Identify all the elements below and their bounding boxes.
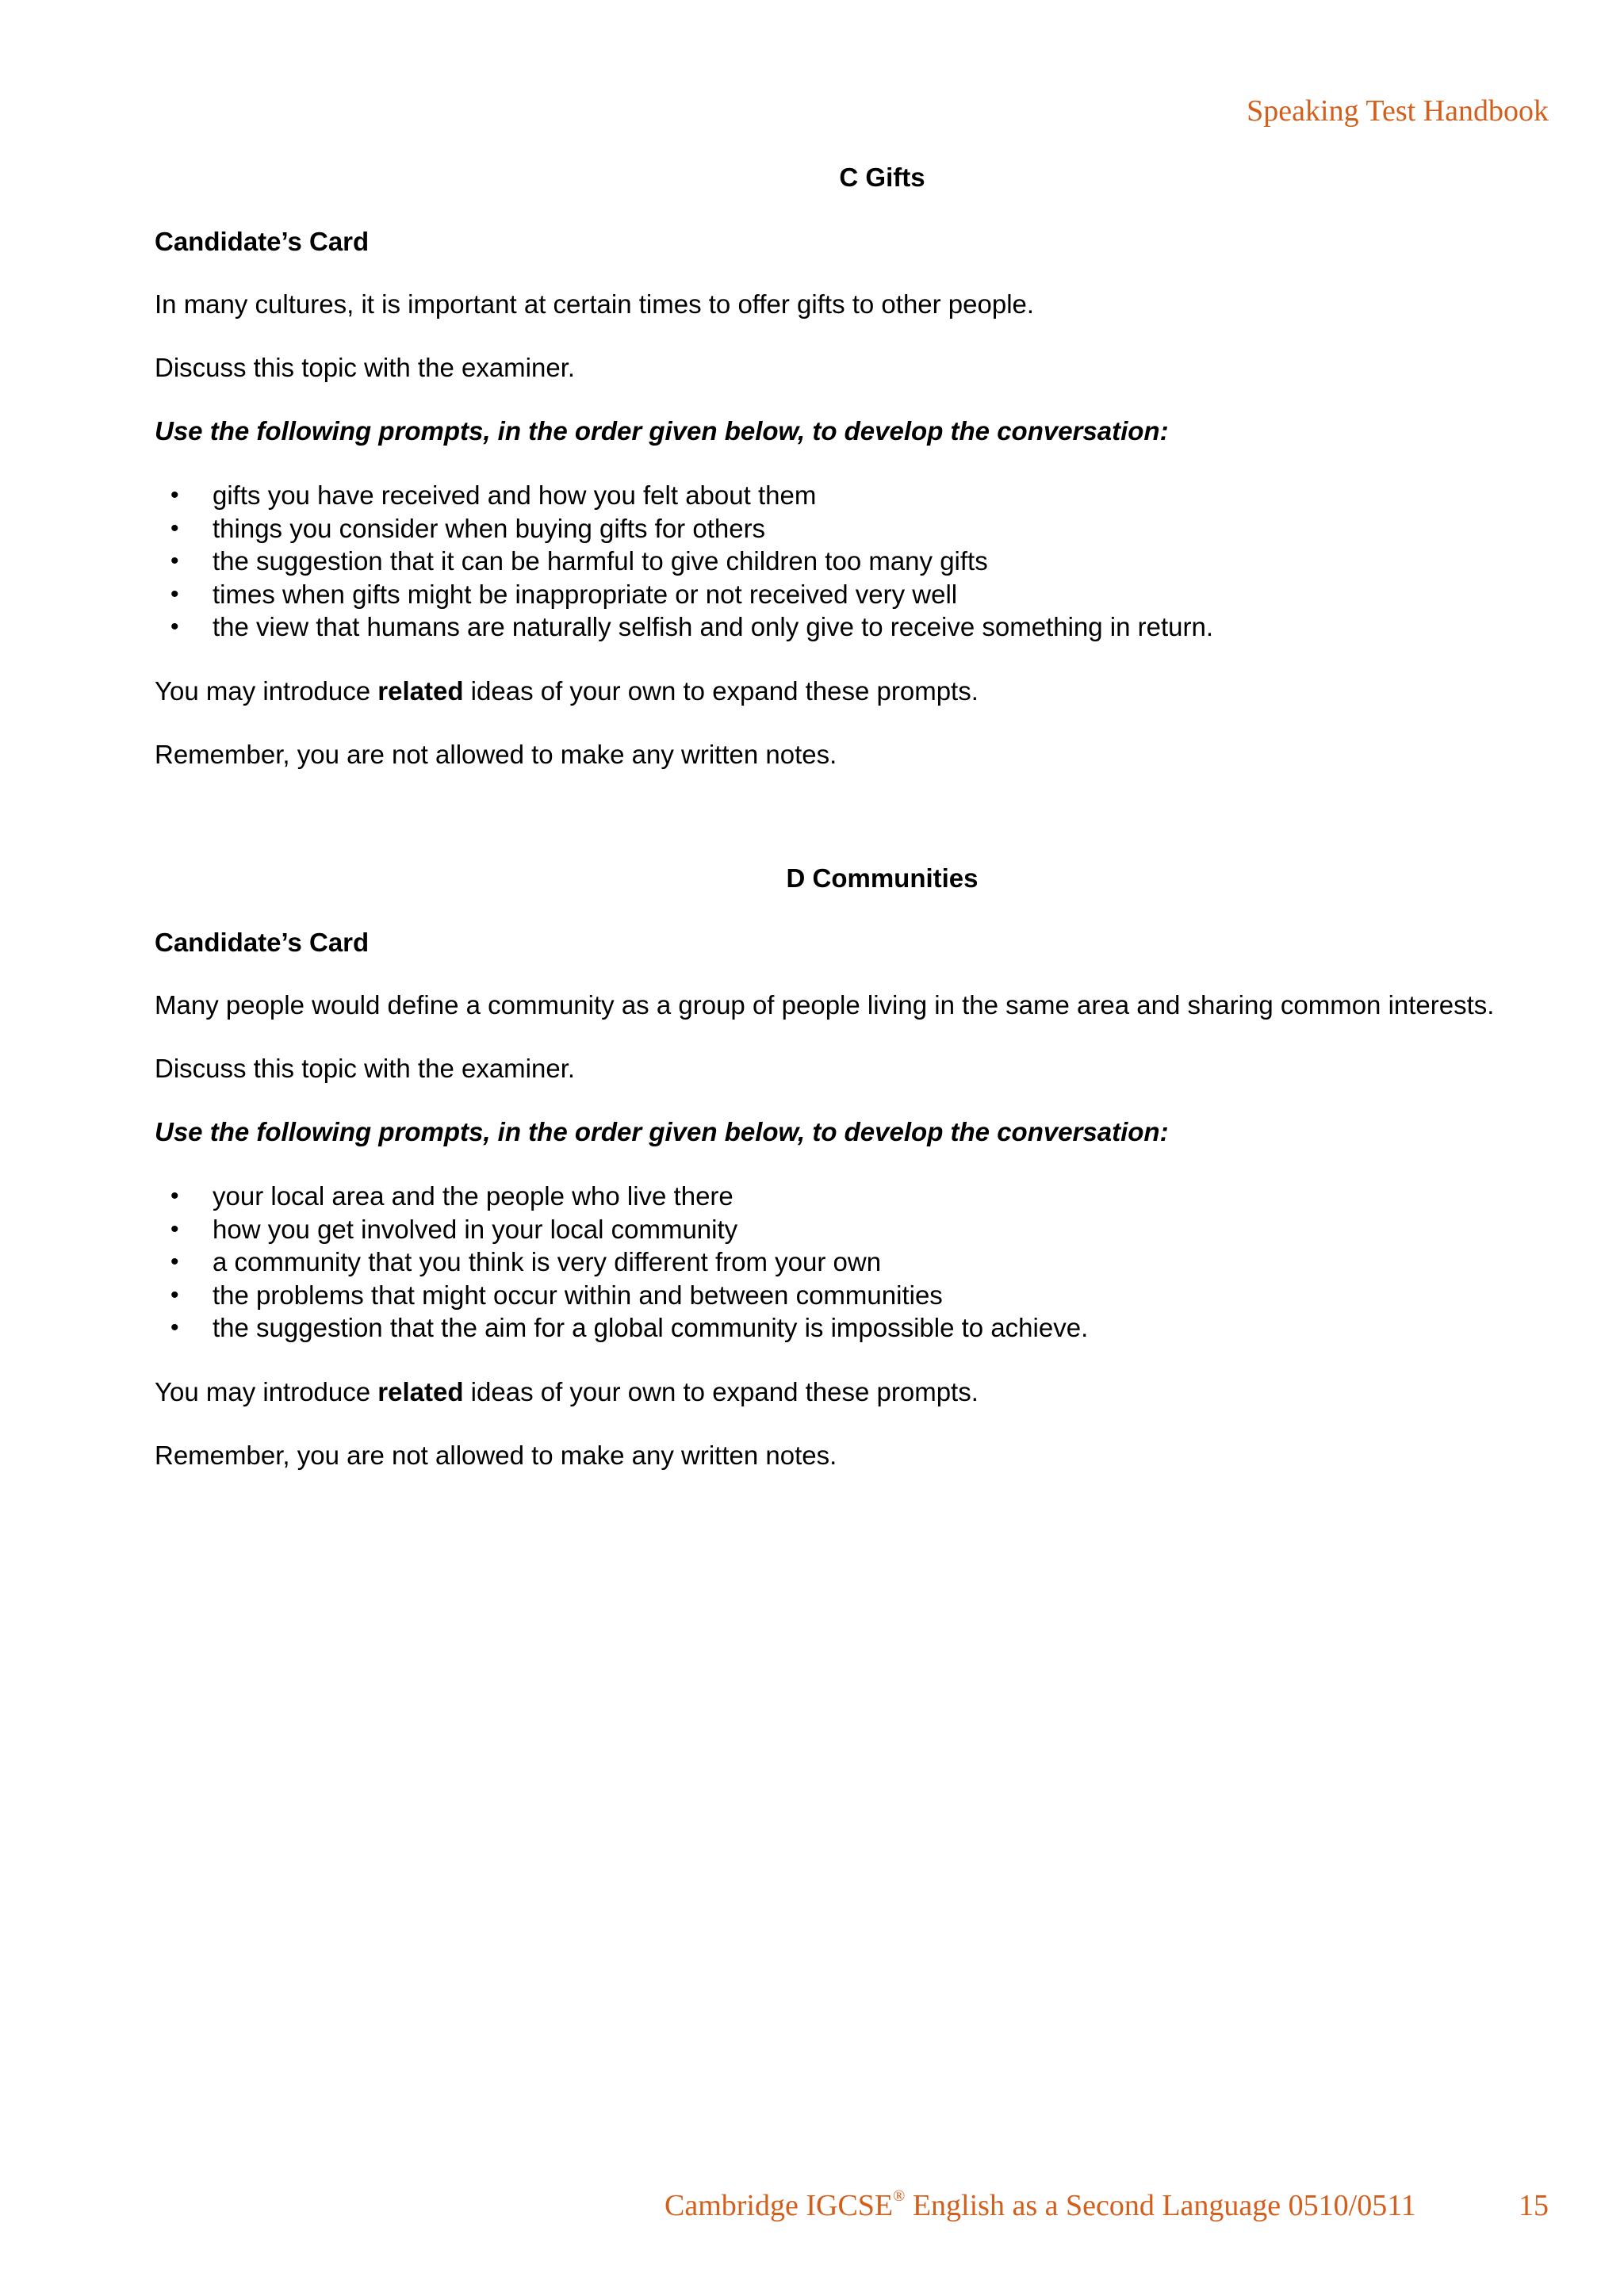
prompt-item: • how you get involved in your local community: [155, 1213, 1503, 1246]
footer-title: [665, 2188, 1416, 2223]
running-header: Speaking Test Handbook: [1247, 94, 1549, 128]
prompt-item: • the suggestion that the aim for a global community is impossible to achieve.: [155, 1311, 1503, 1345]
related-ideas-note: [155, 1376, 1503, 1408]
related-emphasis: related: [377, 675, 464, 706]
related-text-after: ideas of your own to expand these prompts.: [463, 1376, 979, 1406]
section-communities: [155, 862, 1503, 1502]
prompt-list: [155, 1180, 1503, 1345]
footer-text-before: Cambridge IGCSE: [665, 2189, 894, 2222]
section-title: D Communities: [786, 863, 979, 893]
footer-text-after: English as a Second Language 0510/0511: [905, 2189, 1416, 2222]
card-title: Candidate’s Card: [155, 227, 370, 256]
registered-mark: ®: [893, 2187, 906, 2205]
card-title: Candidate’s Card: [155, 928, 370, 957]
prompt-item: • your local area and the people who live there: [155, 1180, 1503, 1213]
prompt-item: • a community that you think is very different from your own: [155, 1246, 1503, 1279]
related-text-after: ideas of your own to expand these prompts.: [463, 675, 979, 706]
section-title: C Gifts: [839, 163, 925, 192]
related-text-before: You may introduce: [155, 1376, 378, 1406]
prompt-item: • the suggestion that it can be harmful to give children too many gifts: [155, 545, 1503, 578]
prompt-item: • times when gifts might be inappropriate or not received very well: [155, 578, 1503, 611]
page-number: 15: [1519, 2189, 1549, 2222]
notes-reminder: Remember, you are not allowed to make any written notes.: [155, 1440, 837, 1470]
notes-reminder: Remember, you are not allowed to make any written notes.: [155, 739, 837, 769]
prompt-item: • the problems that might occur within and between communities: [155, 1279, 1503, 1312]
prompt-item: • things you consider when buying gifts for others: [155, 512, 1503, 545]
prompt-list: [155, 479, 1503, 644]
section-gifts: [155, 161, 1503, 802]
topic-intro: Many people would define a community as a group of people living in the same area and sharing common interests.: [155, 990, 1495, 1020]
prompt-item: • the view that humans are naturally selfish and only give to receive something in return.: [155, 610, 1503, 644]
topic-intro: In many cultures, it is important at certain times to offer gifts to other people.: [155, 289, 1035, 319]
related-emphasis: related: [377, 1376, 464, 1406]
discuss-instruction: Discuss this topic with the examiner.: [155, 353, 576, 382]
prompt-instruction: Use the following prompts, in the order given below, to develop the conversation:: [155, 1117, 1169, 1146]
related-text-before: You may introduce: [155, 675, 378, 706]
prompt-instruction: Use the following prompts, in the order given below, to develop the conversation:: [155, 416, 1169, 446]
related-ideas-note: [155, 675, 1503, 707]
discuss-instruction: Discuss this topic with the examiner.: [155, 1054, 576, 1083]
prompt-item: • gifts you have received and how you felt about them: [155, 479, 1503, 512]
